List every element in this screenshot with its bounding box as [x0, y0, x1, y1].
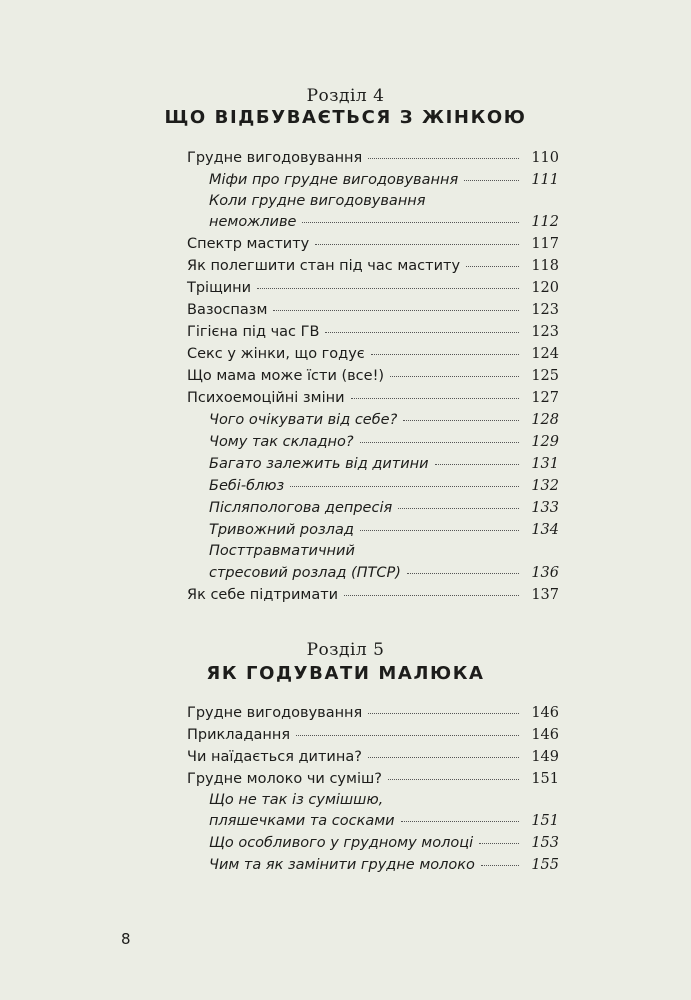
toc-entry-page: 111: [531, 172, 559, 188]
dot-leader: [464, 179, 519, 181]
dot-leader: [371, 353, 519, 355]
dot-leader: [344, 594, 519, 596]
toc-entry-title: Гігієна під час ГВ: [187, 324, 320, 340]
toc-entry: [187, 150, 559, 171]
chapter-5-label: Розділ 5: [306, 640, 385, 660]
dot-leader: [435, 463, 519, 465]
dot-leader: [466, 265, 519, 267]
toc-entry-page: 151: [531, 813, 559, 829]
toc-entry-title: Чому так складно?: [209, 434, 354, 450]
toc-entry: [187, 705, 559, 726]
toc-subentry: [209, 456, 559, 477]
dot-leader: [368, 712, 519, 714]
toc-entry-page: 149: [531, 749, 559, 765]
toc-entry-page: 153: [531, 835, 559, 851]
toc-entry-page: 125: [531, 368, 559, 384]
toc-entry-title: Посттравматичний: [209, 543, 355, 559]
dot-leader: [388, 778, 519, 780]
toc-entry-title: стресовий розлад (ПТСР): [209, 565, 401, 581]
toc-entry-page: 127: [531, 390, 559, 406]
toc-subentry: [209, 835, 559, 856]
dot-leader: [290, 485, 519, 487]
dot-leader: [360, 441, 519, 443]
toc-subentry: [209, 500, 559, 521]
toc-entry-page: 123: [531, 302, 559, 318]
dot-leader: [257, 287, 519, 289]
toc-entry: [187, 587, 559, 608]
toc-subentry: [209, 214, 559, 235]
toc-entry-title: Міфи про грудне вигодовування: [209, 172, 459, 188]
dot-leader: [360, 529, 519, 531]
toc-entry: [187, 236, 559, 257]
toc-entry-title: Післяпологова депресія: [209, 500, 393, 516]
toc-entry-page: 133: [531, 500, 559, 516]
toc-entry-title: Чим та як замінити грудне молоко: [209, 857, 475, 873]
dot-leader: [432, 201, 519, 202]
toc-entry: [187, 390, 559, 411]
toc-entry-title: Коли грудне вигодовування: [209, 193, 426, 209]
toc-entry: [187, 771, 559, 792]
toc-subentry: [209, 193, 559, 214]
toc-entry-page: 120: [531, 280, 559, 296]
dot-leader: [481, 864, 519, 866]
toc-entry-title: Що мама може їсти (все!): [187, 368, 385, 384]
dot-leader: [401, 820, 519, 822]
toc-entry-title: Багато залежить від дитини: [209, 456, 429, 472]
dot-leader: [407, 572, 519, 574]
toc-entry-title: Грудне вигодовування: [187, 150, 363, 166]
toc-entry-page: 131: [531, 456, 559, 472]
dot-leader: [302, 221, 519, 223]
toc-entry-page: 129: [531, 434, 559, 450]
dot-leader: [361, 551, 519, 552]
toc-entry-title: Спектр маститу: [187, 236, 310, 252]
toc-entry-title: Психоемоційні зміни: [187, 390, 345, 406]
toc-entry-title: Що особливого у грудному молоці: [209, 835, 474, 851]
toc-subentry: [209, 813, 559, 834]
toc-entry-page: 118: [531, 258, 559, 274]
toc-entry: [187, 280, 559, 301]
toc-subentry: [209, 543, 559, 564]
dot-leader: [403, 419, 519, 421]
toc-subentry: [209, 478, 559, 499]
dot-leader: [368, 157, 519, 159]
dot-leader: [315, 243, 519, 245]
toc-entry-page: 151: [531, 771, 559, 787]
dot-leader: [390, 375, 519, 377]
toc-entry-title: пляшечками та сосками: [209, 813, 395, 829]
toc-subentry: [209, 565, 559, 586]
dot-leader: [351, 397, 519, 399]
toc-entry: [187, 258, 559, 279]
toc-entry-page: 136: [531, 565, 559, 581]
toc-subentry: [209, 412, 559, 433]
toc-entry-page: 146: [531, 727, 559, 743]
toc-entry-title: Як себе підтримати: [187, 587, 339, 603]
toc-subentry: [209, 857, 559, 878]
dot-leader: [389, 800, 519, 801]
toc-entry-title: неможливе: [209, 214, 297, 230]
dot-leader: [296, 734, 519, 736]
toc-entry-title: Грудне молоко чи суміш?: [187, 771, 382, 787]
toc-entry: [187, 727, 559, 748]
chapter-4-label: Розділ 4: [306, 86, 385, 106]
toc-entry-page: 117: [531, 236, 559, 252]
toc-entry-title: Вазоспазм: [187, 302, 268, 318]
toc-entry-page: 155: [531, 857, 559, 873]
toc-entry-title: Чи наїдається дитина?: [187, 749, 362, 765]
toc-entry-title: Грудне вигодовування: [187, 705, 363, 721]
toc-subentry: [209, 522, 559, 543]
toc-entry-page: 112: [531, 214, 559, 230]
toc-entry-title: Тріщини: [187, 280, 252, 296]
toc-entry-title: Тривожний розлад: [209, 522, 354, 538]
toc-subentry: [209, 172, 559, 193]
toc-entry: [187, 302, 559, 323]
toc-entry-page: 124: [531, 346, 559, 362]
dot-leader: [368, 756, 519, 758]
toc-entry-title: Секс у жінки, що годує: [187, 346, 365, 362]
toc-entry-page: 137: [531, 587, 559, 603]
dot-leader: [479, 842, 519, 844]
toc-subentry: [209, 434, 559, 455]
dot-leader: [325, 331, 519, 333]
toc-entry-page: 110: [531, 150, 559, 166]
toc-entry-title: Чого очікувати від себе?: [209, 412, 398, 428]
dot-leader: [273, 309, 519, 311]
dot-leader: [398, 507, 519, 509]
toc-entry-title: Що не так із сумішшю,: [209, 792, 384, 808]
page-number: 8: [121, 930, 131, 948]
toc-entry-page: 132: [531, 478, 559, 494]
toc-entry-page: 128: [531, 412, 559, 428]
toc-entry: [187, 346, 559, 367]
toc-entry-page: 146: [531, 705, 559, 721]
toc-entry: [187, 368, 559, 389]
toc-entry: [187, 749, 559, 770]
toc-entry: [187, 324, 559, 345]
toc-subentry: [209, 792, 559, 813]
toc-entry-page: 134: [531, 522, 559, 538]
toc-entry-page: 123: [531, 324, 559, 340]
chapter-5-title: ЯК ГОДУВАТИ МАЛЮКА: [206, 663, 485, 684]
toc-entry-title: Як полегшити стан під час маститу: [187, 258, 461, 274]
chapter-4-title: ЩО ВІДБУВАЄТЬСЯ З ЖІНКОЮ: [164, 107, 527, 128]
toc-entry-title: Прикладання: [187, 727, 291, 743]
toc-entry-title: Бебі-блюз: [209, 478, 285, 494]
